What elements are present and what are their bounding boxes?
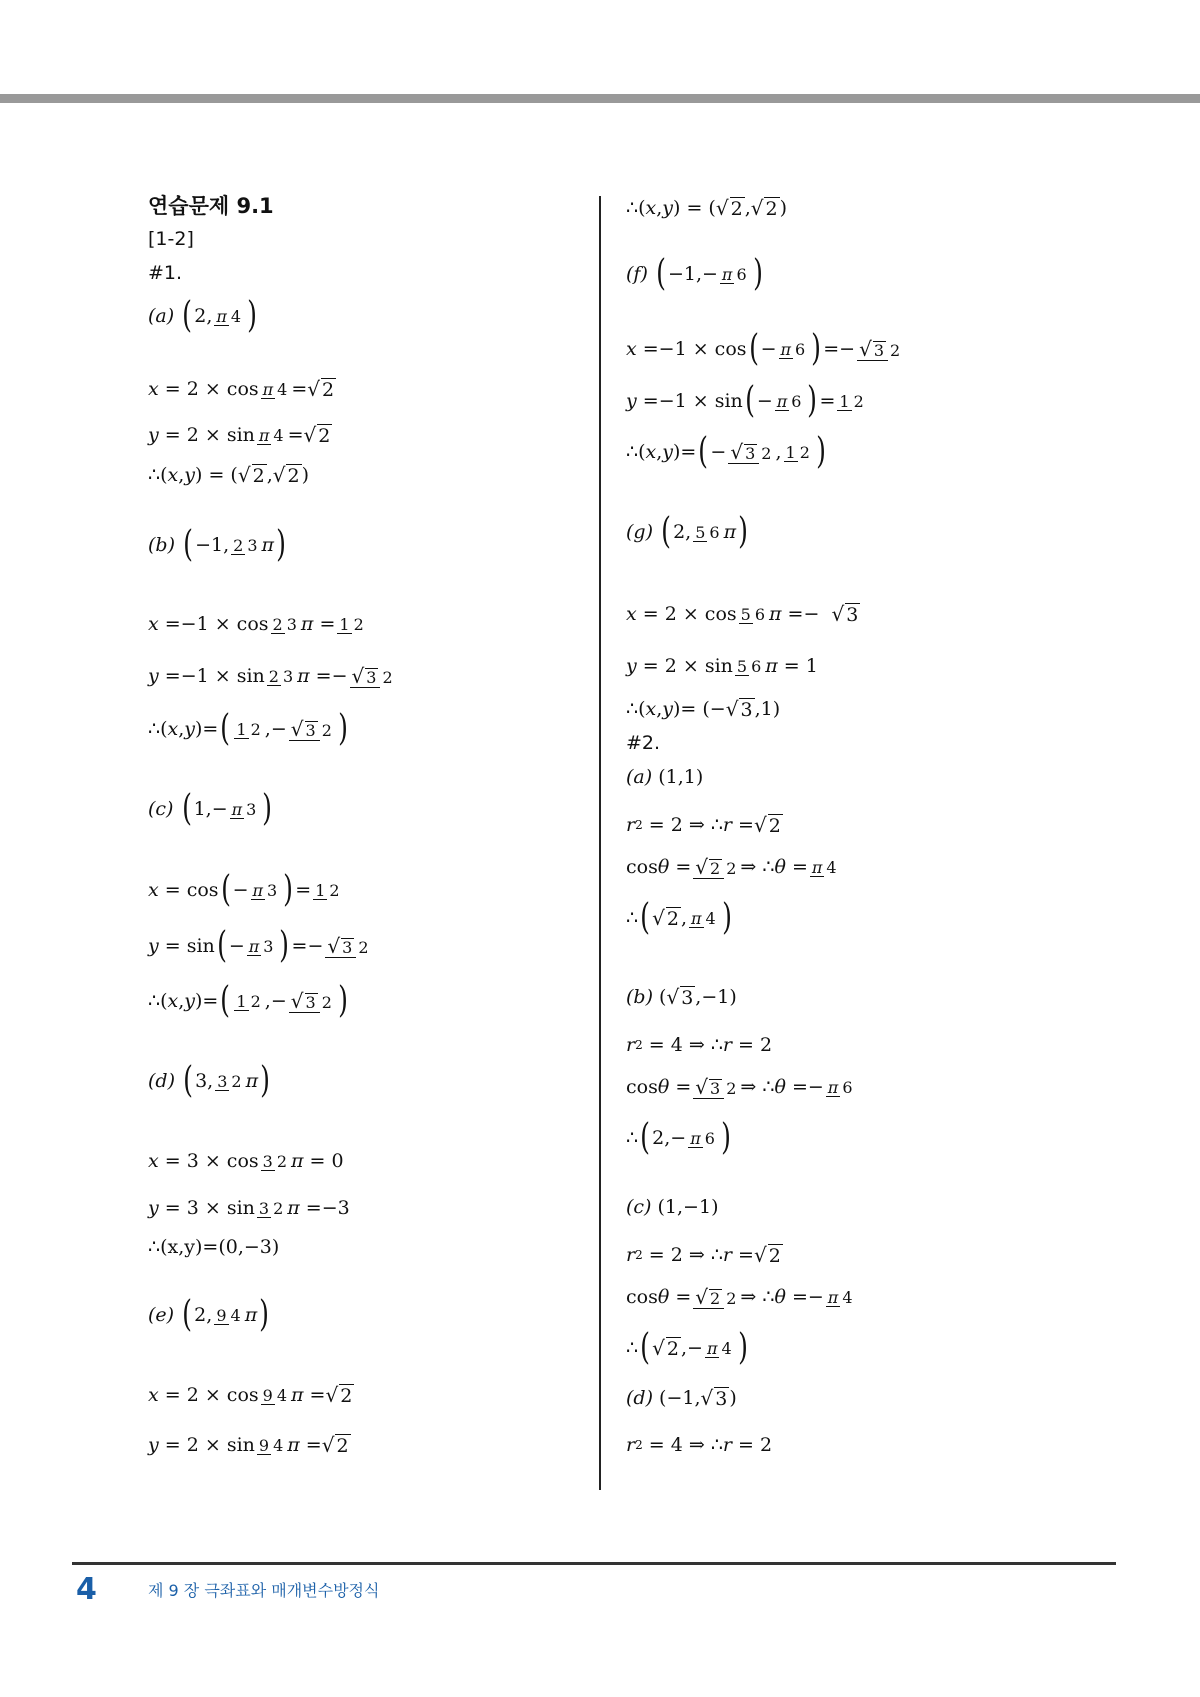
- p2-c-label: (c): [626, 1196, 652, 1218]
- p2-a-coords: (1,1): [658, 766, 704, 788]
- problem-1-label: #1.: [148, 262, 183, 284]
- problem-2-label: #2.: [626, 732, 661, 754]
- item-b-result: ∴( x , y )= ( 1 2 ,− √ 3 2 ): [148, 708, 348, 749]
- item-d-result: ∴(x,y)=(0,−3): [148, 1236, 280, 1258]
- item-e-point: (e) ( 2, 9 4 π ): [148, 1294, 270, 1335]
- item-a-y: y = 2 × sin π 4 = √ 2: [148, 423, 331, 447]
- p2-a-point: [626, 760, 1076, 794]
- item-g-point: (g) ( 2, 5 6 π ): [626, 511, 749, 552]
- p2-c-point: [626, 1190, 1076, 1224]
- header-bar: [0, 94, 1200, 103]
- item-d-x: x = 3 × cos 3 2 π = 0: [148, 1150, 344, 1172]
- p2-b-r: r 2 = 4 ⇒ ∴ r = 2: [626, 1034, 773, 1056]
- p2-a-result: ∴ ( √ 2 , π 4 ): [626, 897, 732, 938]
- item-d-label: (d): [148, 1070, 175, 1092]
- p2-d-r: r 2 = 4 ⇒ ∴ r = 2: [626, 1434, 773, 1456]
- item-g-y: y = 2 × sin 5 6 π = 1: [626, 655, 818, 677]
- section-title: 연습문제 9.1: [148, 194, 274, 218]
- footer-rule: [72, 1562, 1116, 1565]
- page-number: 4: [76, 1572, 97, 1607]
- item-f-label: (f): [626, 263, 648, 285]
- item-c-result: ∴( x , y )= ( 1 2 ,− √ 3 2 ): [148, 980, 348, 1021]
- item-f-x: x =−1 × cos ( − π 6 ) =− √ 3 2: [626, 328, 901, 369]
- item-f-y: y =−1 × sin ( − π 6 ) = 1 2: [626, 380, 864, 421]
- p2-a-label: (a): [626, 766, 653, 788]
- item-a-point: (a) ( 2, π 4 ): [148, 295, 258, 336]
- column-divider: [599, 196, 601, 1490]
- item-g-result: ∴( x , y )= (− √ 3 ,1): [626, 697, 781, 721]
- item-g-x: x = 2 × cos 5 6 π =− √ 3: [626, 602, 859, 626]
- p2-a-r: r 2 = 2 ⇒ ∴ r = √ 2: [626, 813, 781, 837]
- p2-d-label: (d): [626, 1387, 653, 1409]
- p2-c-cos: cos θ = √ 2 2 ⇒ ∴ θ =− π 4: [626, 1284, 853, 1309]
- p2-c-coords: (1,−1): [657, 1196, 719, 1218]
- p2-b-cos: cos θ = √ 3 2 ⇒ ∴ θ =− π 6: [626, 1074, 853, 1099]
- item-e-label: (e): [148, 1304, 175, 1326]
- item-c-point: (c) ( 1,− π 3 ): [148, 788, 273, 829]
- p2-d-point: (d) (−1, √ 3 ): [626, 1386, 737, 1410]
- item-e-y: y = 2 × sin 9 4 π = √ 2: [148, 1433, 349, 1457]
- item-a-result: ∴( x , y ) = ( √ 2 , √ 2 ): [148, 463, 309, 487]
- p2-c-r: r 2 = 2 ⇒ ∴ r = √ 2: [626, 1243, 781, 1267]
- p2-b-label: (b): [626, 986, 653, 1008]
- item-f-point: (f) ( −1,− π 6 ): [626, 253, 763, 294]
- item-b-y: y =−1 × sin 2 3 π =− √ 3 2: [148, 663, 393, 688]
- problem-range: [1-2]: [148, 228, 194, 250]
- p2-b-result: ∴ ( 2,− π 6 ): [626, 1117, 731, 1158]
- item-e-result: ∴( x , y ) = ( √ 2 , √ 2 ): [626, 196, 787, 220]
- item-c-y: y = sin ( − π 3 ) =− √ 3 2: [148, 925, 369, 966]
- item-f-result: ∴( x , y )= ( − √ 3 2 , 1 2 ): [626, 431, 826, 472]
- right-column: [626, 190, 1076, 1462]
- chapter-title: 제 9 장 극좌표와 매개변수방정식: [148, 1581, 380, 1600]
- p2-a-cos: cos θ = √ 2 2 ⇒ ∴ θ = π 4: [626, 854, 837, 879]
- item-d-point: (d) ( 3, 3 2 π ): [148, 1060, 271, 1101]
- item-c-label: (c): [148, 798, 174, 820]
- item-c-x: x = cos ( − π 3 ) = 1 2: [148, 869, 340, 910]
- item-a-label: (a): [148, 305, 175, 327]
- left-column: [148, 190, 588, 1470]
- p2-b-point: (b) ( √ 3 ,−1): [626, 985, 737, 1009]
- item-b-x: x =−1 × cos 2 3 π = 1 2: [148, 613, 364, 635]
- item-g-label: (g): [626, 521, 653, 543]
- item-a-x: x = 2 × cos π 4 = √ 2: [148, 377, 335, 401]
- item-d-y: y = 3 × sin 3 2 π =−3: [148, 1197, 350, 1219]
- item-e-x: x = 2 × cos 9 4 π = √ 2: [148, 1383, 353, 1407]
- item-b-point: (b) ( −1, 2 3 π ): [148, 524, 286, 565]
- p2-c-result: ∴ ( √ 2 ,− π 4 ): [626, 1327, 748, 1368]
- item-b-label: (b): [148, 534, 175, 556]
